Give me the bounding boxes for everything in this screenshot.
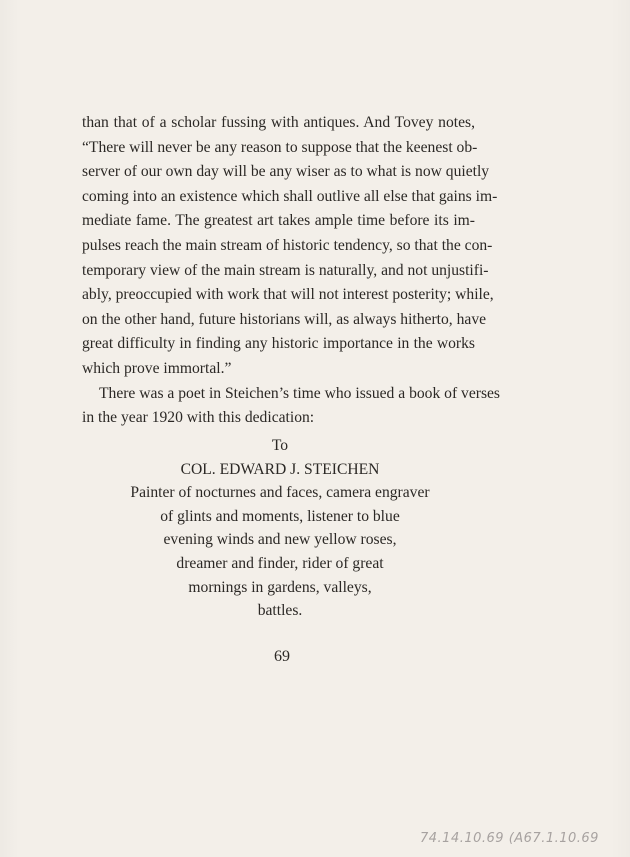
text-line: in the year 1920 with this dedication: bbox=[82, 409, 315, 427]
text-line: “There will never be any reason to suppose that the keenest ob- bbox=[82, 138, 478, 156]
dedication-line: COL. EDWARD J. STEICHEN bbox=[180, 460, 380, 478]
dedication-line: evening winds and new yellow roses, bbox=[163, 531, 397, 549]
dedication-line: dreamer and finder, rider of great bbox=[176, 554, 384, 572]
text-line: There was a poet in Steichen’s time who issued a book of verses bbox=[99, 384, 501, 402]
text-line: ably, preoccupied with work that will not interest posterity; while, bbox=[82, 286, 494, 304]
dedication-line: To bbox=[271, 437, 289, 454]
text-line: server of our own day will be any wiser as to what is now quietly bbox=[82, 163, 490, 181]
dedication-line: Painter of nocturnes and faces, camera engraver bbox=[130, 484, 430, 502]
text-line: on the other hand, future historians will, as always hitherto, have bbox=[82, 310, 487, 328]
dedication bbox=[82, 434, 478, 623]
text-line: coming into an existence which shall outlive all else that gains im- bbox=[82, 187, 498, 205]
text-line: mediate fame. The greatest art takes ample time before its im- bbox=[82, 212, 475, 230]
page-number: 69 bbox=[274, 648, 290, 665]
body-text bbox=[82, 111, 501, 431]
dedication-line: battles. bbox=[257, 602, 303, 620]
text-line: temporary view of the main stream is naturally, and not unjustifi- bbox=[82, 261, 489, 279]
pencil-annotation: 74.14.10.69 (A67.1.10.69 bbox=[420, 831, 599, 846]
dedication-line: mornings in gardens, valleys, bbox=[188, 578, 372, 596]
dedication-line: of glints and moments, listener to blue bbox=[160, 507, 400, 525]
text-line: which prove immortal.” bbox=[82, 359, 232, 377]
text-line: great difficulty in finding any historic importance in the works bbox=[82, 335, 475, 353]
text-line: than that of a scholar fussing with antiques. And Tovey notes, bbox=[82, 114, 475, 131]
text-line: pulses reach the main stream of historic tendency, so that the con- bbox=[82, 236, 493, 254]
